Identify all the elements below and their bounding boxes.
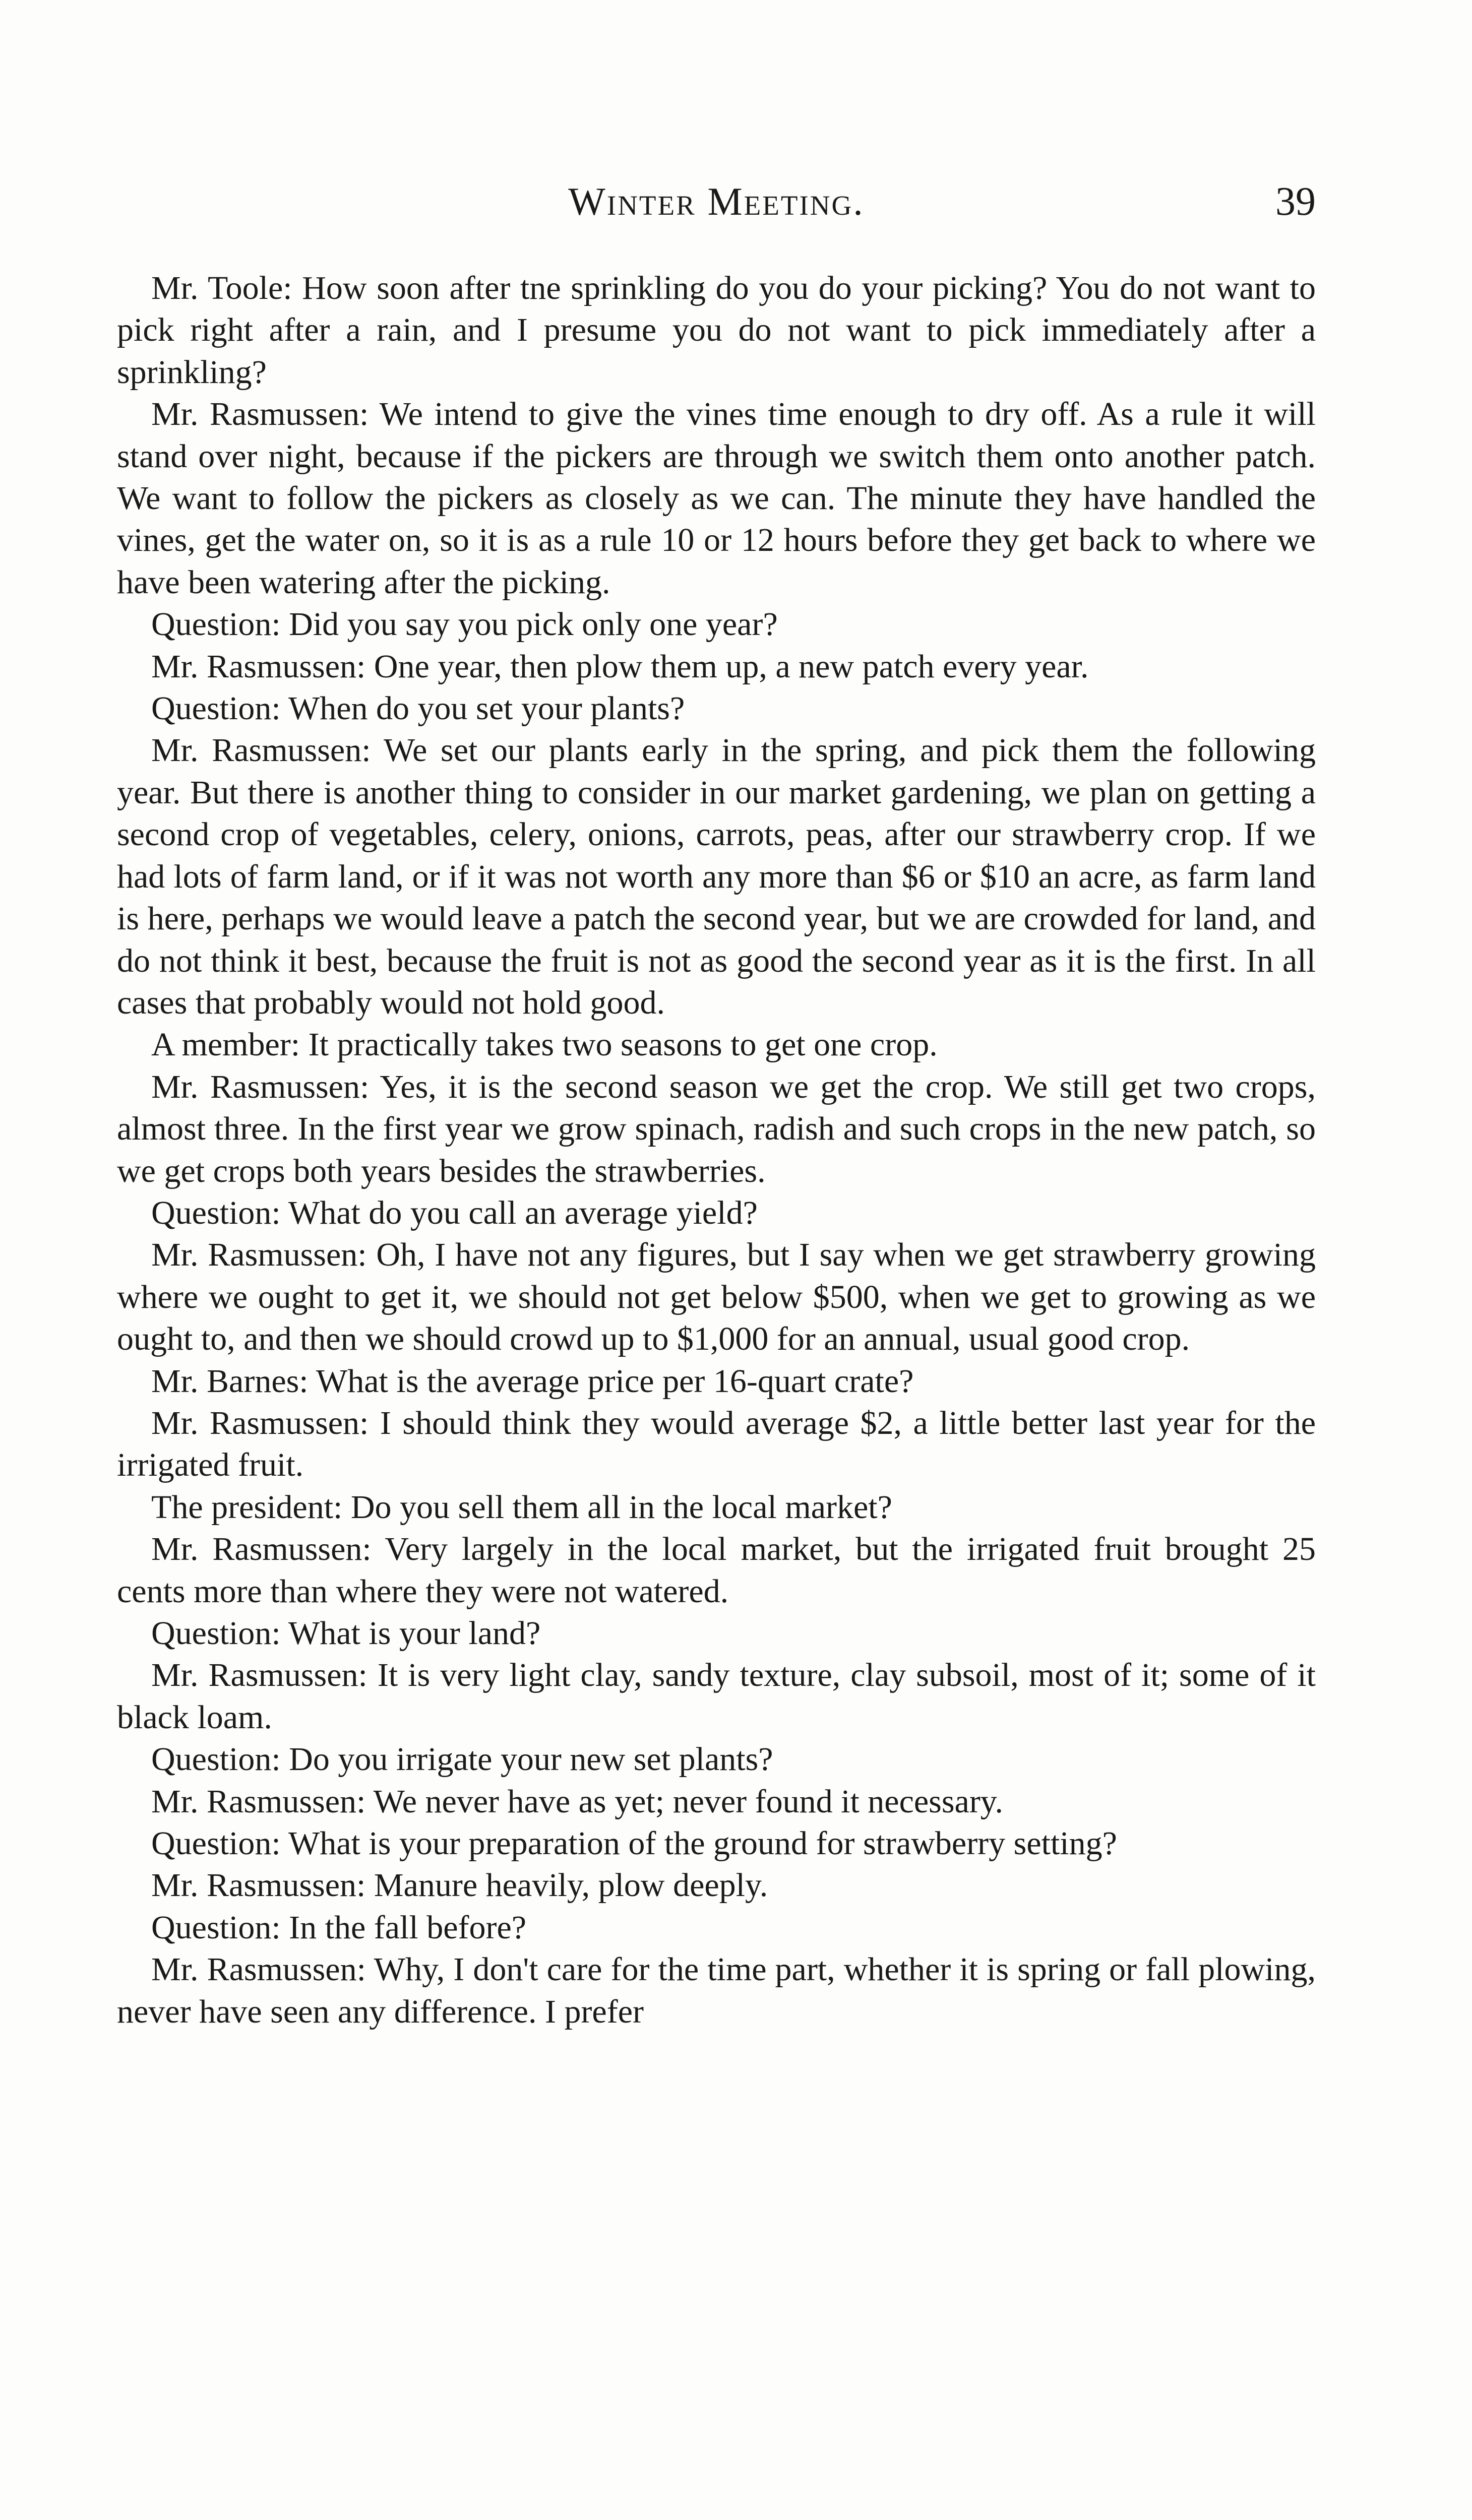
paragraph: Mr. Barnes: What is the average price per 16-quart crate? [151, 1362, 914, 1400]
paragraph: Question: In the fall before? [151, 1909, 527, 1946]
paragraph: Mr. Rasmussen: Very largely in the local market, but the irrigated fruit brought 25 cents more than where they were not watered. [117, 1531, 1316, 1610]
paragraph: Question: What is your land? [151, 1615, 541, 1652]
paragraph: Mr. Toole: How soon after tne sprinkling do you do your picking? You do not want to pick right after a rain, and I presume you do not want to pick immediately after a sprinkling? [117, 270, 1316, 391]
paragraph: Question: When do you set your plants? [151, 690, 685, 727]
running-head [117, 174, 1316, 234]
paragraph: Mr. Rasmussen: We never have as yet; never found it necessary. [151, 1783, 1004, 1820]
paragraph: A member: It practically takes two seasons to get one crop. [151, 1026, 938, 1063]
paragraph: Mr. Rasmussen: We intend to give the vines time enough to dry off. As a rule it will stand over night, because if the pickers are through we switch them onto another patch. We want to follow the pickers as closely as we can. The minute they have handled the vines, get the water on, so it is as a rule 10 or 12 hours before they get back to where we have been watering after the picking. [117, 396, 1316, 601]
paragraph: Question: Do you irrigate your new set plants? [151, 1741, 773, 1778]
paragraph: Mr. Rasmussen: I should think they would average $2, a little better last year for the irrigated fruit. [117, 1404, 1316, 1484]
page-number: 39 [1275, 179, 1316, 224]
paragraph: Mr. Rasmussen: It is very light clay, sandy texture, clay subsoil, most of it; some of it black loam. [117, 1657, 1316, 1736]
running-title: Winter Meeting. [568, 179, 865, 223]
paragraph: Mr. Rasmussen: Why, I don't care for the time part, whether it is spring or fall plowing, never have seen any difference. I prefer [117, 1951, 1316, 2030]
paragraph: Mr. Rasmussen: Manure heavily, plow deeply. [151, 1867, 768, 1904]
body-text [117, 267, 1316, 2033]
paragraph: Question: What do you call an average yield? [151, 1194, 758, 1231]
paragraph: Mr. Rasmussen: We set our plants early in the spring, and pick them the following year. But there is another thing to consider in our market gardening, we plan on getting a second crop of vegetables, celery, onions, carrots, peas, after our strawberry crop. If we had lots of farm land, or if it was not worth any more than $6 or $10 an acre, as farm land is here, perhaps we would leave a patch the second year, but we are crowded for land, and do not think it best, because the fruit is not as good the second year as it is the first. In all cases that probably would not hold good. [117, 732, 1316, 1021]
paragraph: Mr. Rasmussen: One year, then plow them up, a new patch every year. [151, 648, 1089, 685]
paragraph: Mr. Rasmussen: Yes, it is the second season we get the crop. We still get two crops, almost three. In the first year we grow spinach, radish and such crops in the new patch, so we get crops both years besides the strawberries. [117, 1068, 1316, 1189]
paragraph: Mr. Rasmussen: Oh, I have not any figures, but I say when we get strawberry growing where we ought to get it, we should not get below $500, when we get to growing as we ought to, and then we should crowd up to $1,000 for an annual, usual good crop. [117, 1236, 1316, 1358]
paragraph: Question: Did you say you pick only one year? [151, 606, 778, 643]
paragraph: Question: What is your preparation of the ground for strawberry setting? [151, 1825, 1117, 1862]
paragraph: The president: Do you sell them all in the local market? [151, 1488, 892, 1526]
